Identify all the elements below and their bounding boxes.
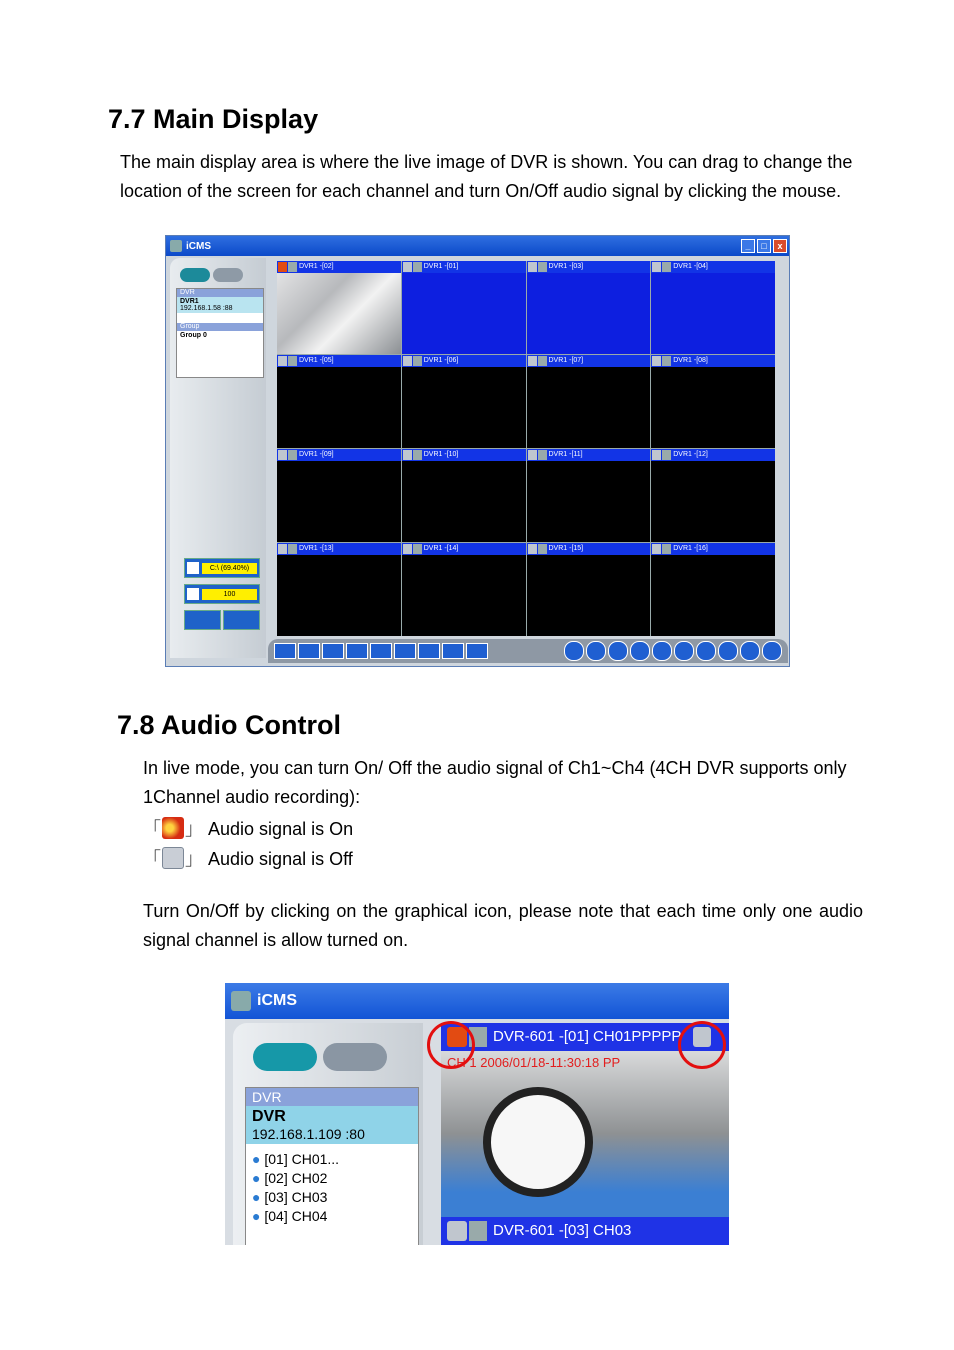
channel-label: DVR1 -[07]: [548, 357, 584, 364]
channel-bar: [527, 261, 651, 273]
snapshot-button[interactable]: [223, 610, 260, 630]
dvr-header: DVR: [177, 289, 263, 297]
dvr-entry[interactable]: [177, 297, 263, 313]
channel-cell[interactable]: [651, 261, 775, 354]
status-dot-icon: ●: [252, 1208, 265, 1224]
clock-image: [483, 1087, 593, 1197]
list-item-label: [03] CH03: [264, 1189, 328, 1205]
channel-cell[interactable]: [651, 355, 775, 448]
dvr-ip: 192.168.1.58 :88: [180, 305, 233, 312]
tool-button-6[interactable]: [674, 641, 694, 661]
close-icon[interactable]: x: [773, 239, 787, 253]
channel-bar: [277, 449, 401, 461]
channel-bar: [651, 355, 775, 367]
camera-icon[interactable]: [288, 544, 297, 554]
layout-13-button[interactable]: [442, 643, 464, 659]
channel-label: DVR1 -[12]: [673, 451, 708, 458]
layout-8-button[interactable]: [418, 643, 440, 659]
tab-camera[interactable]: [180, 268, 210, 282]
channel-cell[interactable]: [402, 449, 526, 542]
dvr-ip: 192.168.1.109 :80: [252, 1126, 365, 1142]
minimize-icon[interactable]: _: [741, 239, 755, 253]
speaker-mute-icon[interactable]: [652, 262, 661, 272]
layout-6-button[interactable]: [394, 643, 416, 659]
channel-cell[interactable]: [277, 355, 401, 448]
channel-bar: [651, 449, 775, 461]
left-panel: [233, 1023, 423, 1245]
camera-icon[interactable]: [469, 1221, 487, 1241]
status-dot-icon: ●: [252, 1151, 265, 1167]
speaker-mute-icon[interactable]: [278, 356, 287, 366]
list-item[interactable]: [246, 1169, 418, 1188]
channel-label: DVR1 -[08]: [673, 357, 708, 364]
tool-button-2[interactable]: [586, 641, 606, 661]
list-item[interactable]: [246, 1207, 418, 1226]
dvr-name: DVR: [252, 1108, 286, 1125]
list-item-label: [01] CH01...: [264, 1151, 340, 1167]
channel-cell[interactable]: [277, 449, 401, 542]
channel-bar: [402, 261, 526, 273]
section-7-8-title: 7.8 Audio Control: [117, 710, 341, 740]
channel-label: DVR1 -[10]: [423, 451, 459, 458]
camera-icon[interactable]: [662, 544, 671, 554]
audio-on-text: Audio signal is On: [208, 819, 354, 839]
camera-icon[interactable]: [413, 450, 422, 460]
section-7-8-intro: In live mode, you can turn On/ Off the audio signal of Ch1~Ch4 (4CH DVR supports only 1Channel audio recording):: [143, 758, 847, 807]
camera-icon[interactable]: [538, 356, 547, 366]
speaker-mute-icon[interactable]: [403, 356, 412, 366]
channel-label: DVR1 -[03]: [548, 263, 584, 270]
channel-grid: [277, 261, 775, 636]
speaker-on-icon: [162, 817, 184, 839]
speaker-mute-icon[interactable]: [447, 1221, 467, 1241]
tab-tools[interactable]: [213, 268, 243, 282]
dvr-list: [245, 1087, 419, 1245]
layout-sequence-button[interactable]: [466, 643, 488, 659]
group-entry[interactable]: Group 0: [180, 332, 207, 339]
channel-label: DVR1 -[09]: [299, 451, 334, 458]
camera-icon[interactable]: [413, 356, 422, 366]
channel-label: DVR1 -[02]: [299, 263, 334, 270]
tool-button-7[interactable]: [696, 641, 716, 661]
live-video: [441, 1051, 729, 1217]
tool-button-5[interactable]: [652, 641, 672, 661]
channel-label: DVR1 -[15]: [548, 545, 584, 552]
speaker-mute-icon[interactable]: [403, 262, 412, 272]
channel-label: DVR1 -[04]: [673, 263, 708, 270]
channel-bar: [527, 543, 651, 555]
list-item[interactable]: [246, 1188, 418, 1207]
camera-icon[interactable]: [288, 450, 297, 460]
speaker-mute-icon[interactable]: [403, 450, 412, 460]
highlight-circle-off: [678, 1021, 726, 1069]
window-title-bar: [225, 983, 729, 1019]
app-logo-icon: [170, 240, 182, 252]
list-item-label: [04] CH04: [264, 1208, 328, 1224]
volume-icon: [187, 588, 199, 600]
camera-icon[interactable]: [538, 544, 547, 554]
app-title: iCMS: [257, 992, 297, 1009]
volume-meter[interactable]: [184, 584, 260, 604]
tab-camera[interactable]: [253, 1043, 317, 1071]
tool-button-4[interactable]: [630, 641, 650, 661]
camera-icon[interactable]: [288, 262, 297, 272]
section-7-7-body: The main display area is where the live image of DVR is shown. You can drag to change the location of the screen for each channel and turn On/Off audio signal by clicking the mouse.: [120, 152, 853, 201]
channel-bar: [651, 543, 775, 555]
channel-cell[interactable]: [402, 261, 526, 354]
dvr-entry[interactable]: [246, 1106, 418, 1144]
bracket-close: 」: [185, 819, 203, 839]
channel-bar: [402, 543, 526, 555]
channel-label: DVR1 -[01]: [423, 263, 459, 270]
speaker-mute-icon[interactable]: [403, 544, 412, 554]
camera-icon[interactable]: [413, 544, 422, 554]
camera-icon[interactable]: [538, 262, 547, 272]
speaker-mute-icon[interactable]: [528, 356, 537, 366]
speaker-mute-icon[interactable]: [528, 450, 537, 460]
channel-bar: [277, 543, 401, 555]
layout-1-button[interactable]: [274, 643, 296, 659]
main-display-screenshot: [165, 235, 790, 667]
audio-off-text: Audio signal is Off: [208, 849, 353, 869]
channel-cell[interactable]: [527, 261, 651, 354]
layout-toolbar: [268, 639, 788, 663]
volume-value: 100: [202, 589, 257, 600]
speaker-mute-icon[interactable]: [652, 450, 661, 460]
channel-cell[interactable]: [277, 543, 401, 636]
layout-9-button[interactable]: [322, 643, 344, 659]
list-item[interactable]: [246, 1150, 418, 1169]
channel-cell[interactable]: [527, 449, 651, 542]
channel-cell[interactable]: [402, 355, 526, 448]
speaker-mute-icon[interactable]: [528, 544, 537, 554]
speaker-mute-icon[interactable]: [652, 544, 661, 554]
channel-title: DVR-601 -[01] CH01PPPPP: [493, 1028, 682, 1045]
tool-button-9[interactable]: [740, 641, 760, 661]
dvr-list: [176, 288, 264, 378]
speaker-mute-icon[interactable]: [278, 544, 287, 554]
maximize-icon[interactable]: □: [757, 239, 771, 253]
audio-off-line: [143, 845, 353, 874]
status-dot-icon: ●: [252, 1189, 265, 1205]
audio-on-line: [143, 815, 353, 844]
audio-control-screenshot: [225, 983, 729, 1245]
status-dot-icon: ●: [252, 1170, 265, 1186]
tab-tools[interactable]: [323, 1043, 387, 1071]
camera-icon[interactable]: [538, 450, 547, 460]
app-logo-icon: [231, 991, 251, 1011]
bracket-open: 「: [143, 819, 161, 839]
status-controls: [184, 558, 260, 638]
channel-label: DVR1 -[05]: [299, 357, 334, 364]
record-button[interactable]: [184, 610, 221, 630]
channel-cell[interactable]: [651, 449, 775, 542]
highlight-circle-on: [427, 1021, 475, 1069]
channel-cell[interactable]: [527, 355, 651, 448]
tool-button-8[interactable]: [718, 641, 738, 661]
channel-3-title: DVR-601 -[03] CH03: [493, 1222, 632, 1239]
channel-label: DVR1 -[06]: [423, 357, 459, 364]
speaker-mute-icon[interactable]: [278, 450, 287, 460]
layout-25-button[interactable]: [370, 643, 392, 659]
speaker-mute-icon[interactable]: [652, 356, 661, 366]
channel-label: DVR1 -[11]: [548, 451, 583, 458]
channel-cell[interactable]: [651, 543, 775, 636]
channel-label: DVR1 -[14]: [423, 545, 459, 552]
channel-label: DVR1 -[16]: [673, 545, 708, 552]
channel-3-title-bar: [441, 1217, 729, 1245]
section-7-8-note: Turn On/Off by clicking on the graphical icon, please note that each time only one audio signal channel is allow turned on.: [143, 901, 863, 950]
channel-bar: [277, 355, 401, 367]
channel-bar: [402, 355, 526, 367]
channel-cell[interactable]: [527, 543, 651, 636]
section-7-7-title: 7.7 Main Display: [108, 104, 319, 134]
tool-button-1[interactable]: [564, 641, 584, 661]
list-item-label: [02] CH02: [264, 1170, 328, 1186]
bracket-open: 「: [143, 849, 161, 869]
camera-icon[interactable]: [288, 356, 297, 366]
channel-cell[interactable]: [402, 543, 526, 636]
disk-meter: [184, 558, 260, 578]
dvr-header: DVR: [246, 1088, 418, 1106]
tool-button-10[interactable]: [762, 641, 782, 661]
video-timestamp: CH 1 2006/01/18-11:30:18 PP: [447, 1055, 621, 1070]
disk-icon: [187, 562, 199, 574]
channel-cell[interactable]: [277, 261, 401, 354]
dvr-name: DVR1: [180, 298, 199, 305]
left-panel: [170, 258, 266, 658]
speaker-mute-icon[interactable]: [528, 262, 537, 272]
layout-4-button[interactable]: [298, 643, 320, 659]
camera-icon[interactable]: [662, 356, 671, 366]
speaker-on-icon[interactable]: [278, 262, 287, 272]
channel-bar: [527, 355, 651, 367]
tool-button-3[interactable]: [608, 641, 628, 661]
camera-icon[interactable]: [662, 262, 671, 272]
channel-bar: [527, 449, 651, 461]
group-header: Group: [177, 323, 263, 331]
channel-bar: [402, 449, 526, 461]
bracket-close: 」: [185, 849, 203, 869]
channel-bar: [651, 261, 775, 273]
channel-bar: [277, 261, 401, 273]
disk-usage: C:\ (69.40%): [202, 563, 257, 574]
window-title-bar: [166, 236, 789, 256]
camera-icon[interactable]: [662, 450, 671, 460]
camera-icon[interactable]: [413, 262, 422, 272]
layout-16-button[interactable]: [346, 643, 368, 659]
channel-label: DVR1 -[13]: [299, 545, 334, 552]
app-title: iCMS: [186, 240, 211, 252]
speaker-mute-icon: [162, 847, 184, 869]
